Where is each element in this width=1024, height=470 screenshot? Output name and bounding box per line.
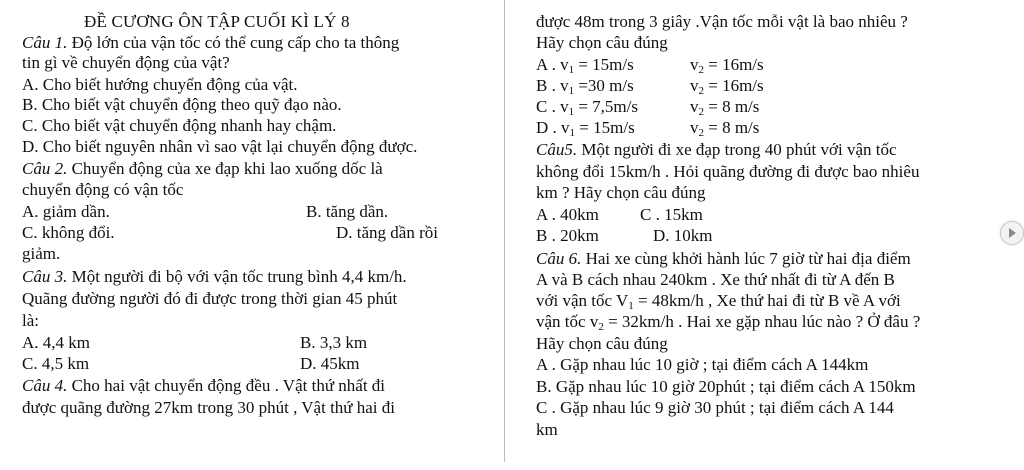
question-6-option-a: A . Gặp nhau lúc 10 giờ ; tại điểm cách A 144km [536,355,869,374]
question-5-text-end: km ? Hãy chọn câu đúng [536,183,706,202]
question-3-label: Câu 3. [22,267,68,286]
question-5-text-cont: không đổi 15km/h . Hỏi quãng đường đi được bao nhiêu [536,162,920,181]
question-5-option-a: A . 40km [536,205,599,224]
question-4-option-a: A . $v_1 = 15m/s$ [536,55,634,76]
question-4-text: Cho hai vật chuyển động đều . Vật thứ nhất đi [71,376,386,395]
question-1-option-a: A. Cho biết hướng chuyển động của vật. [22,75,298,94]
question-3-option-c: C. 4,5 km [22,354,90,373]
question-4-option-b: B . $v_1 =30$ m/s [536,76,634,97]
next-page-button[interactable] [1000,221,1024,245]
question-1-text-cont: tin gì về chuyển động của vật? [22,53,230,72]
question-6-text: Hai xe cùng khởi hành lúc 7 giờ từ hai địa điểm [585,249,911,268]
question-5-stem [536,140,897,159]
question-6-instruction: Hãy chọn câu đúng [536,334,668,353]
question-1-label: Câu 1. [22,33,68,52]
question-2-option-d-cont: giảm. [22,244,61,263]
question-5-text: Một người đi xe đạp trong 40 phút với vận tốc [581,140,897,159]
question-5-option-d: D. 10km [653,226,713,245]
play-arrow-icon [1007,227,1017,239]
question-4-text-cont: được quãng đường 27km trong 30 phút , Vật thứ hai đi [22,398,395,417]
question-5-option-c: C . 15km [640,205,703,224]
question-4-label: Câu 4. [22,376,68,395]
question-2-text: Chuyển động của xe đạp khi lao xuống dốc là [71,159,383,178]
question-3-option-a: A. 4,4 km [22,333,90,352]
question-6-label: Câu 6. [536,249,582,268]
question-3-option-b: B. 3,3 km [300,333,368,352]
question-5-label: Câu5. [536,140,578,159]
question-6-stem [536,249,911,268]
question-4-option-d-v2: $v_2 = 8$ m/s [690,118,760,139]
question-3-stem [22,267,407,286]
document-title: ĐỀ CƯƠNG ÔN TẬP CUỐI KÌ LÝ 8 [84,12,350,31]
question-6-text-c: với vận tốc $V_1 = 48km/h$ , Xe thứ hai đi từ B về A với [536,291,901,312]
question-1-text: Độ lớn của vận tốc có thể cung cấp cho ta thông [71,33,400,52]
question-6-option-c-cont: km [536,420,558,439]
question-1-option-b: B. Cho biết vật chuyển động theo quỹ đạo nào. [22,95,342,114]
question-4-text-end: được 48m trong 3 giây .Vận tốc mỗi vật là bao nhiêu ? [536,12,908,31]
question-4-option-a-v2: $v_2 = 16m/s$ [690,55,764,76]
question-2-stem [22,159,383,178]
question-4-option-c: C . $v_1 = 7,5m/s$ [536,97,638,118]
question-1-option-c: C. Cho biết vật chuyển động nhanh hay chậm. [22,116,337,135]
question-6-text-b: A và B cách nhau 240km . Xe thứ nhất đi từ A đến B [536,270,895,289]
question-2-option-d: D. tăng dần rồi [336,223,438,242]
question-2-label: Câu 2. [22,159,68,178]
question-4-option-c-v2: $v_2 = 8$ m/s [690,97,760,118]
question-6-option-b: B. Gặp nhau lúc 10 giờ 20phút ; tại điểm cách A 150km [536,377,916,396]
question-4-instruction: Hãy chọn câu đúng [536,33,668,52]
question-3-text-cont: Quãng đường người đó đi được trong thời gian 45 phút [22,289,398,308]
question-1-stem [22,33,399,52]
question-4-option-b-v2: $v_2 = 16m/s$ [690,76,764,97]
question-2-text-cont: chuyển động có vận tốc [22,180,184,199]
question-5-option-b: B . 20km [536,226,599,245]
question-3-text: Một người đi bộ với vận tốc trung bình 4,4 km/h. [71,267,407,286]
question-6-option-c: C . Gặp nhau lúc 9 giờ 30 phút ; tại điểm cách A 144 [536,398,894,417]
question-4-stem [22,376,385,395]
question-3-option-d: D. 45km [300,354,360,373]
question-2-option-b: B. tăng dần. [306,202,389,221]
left-column [0,0,505,462]
question-2-option-a: A. giảm dần. [22,202,110,221]
question-3-text-end: là: [22,311,39,330]
question-1-option-d: D. Cho biết nguyên nhân vì sao vật lại chuyển động được. [22,137,418,156]
question-6-text-d: vận tốc $v_2 = 32km/h$ . Hai xe gặp nhau lúc nào ? Ở đâu ? [536,312,921,333]
question-4-option-d: D . $v_1 = 15m/s$ [536,118,635,139]
question-2-option-c: C. không đổi. [22,223,115,242]
